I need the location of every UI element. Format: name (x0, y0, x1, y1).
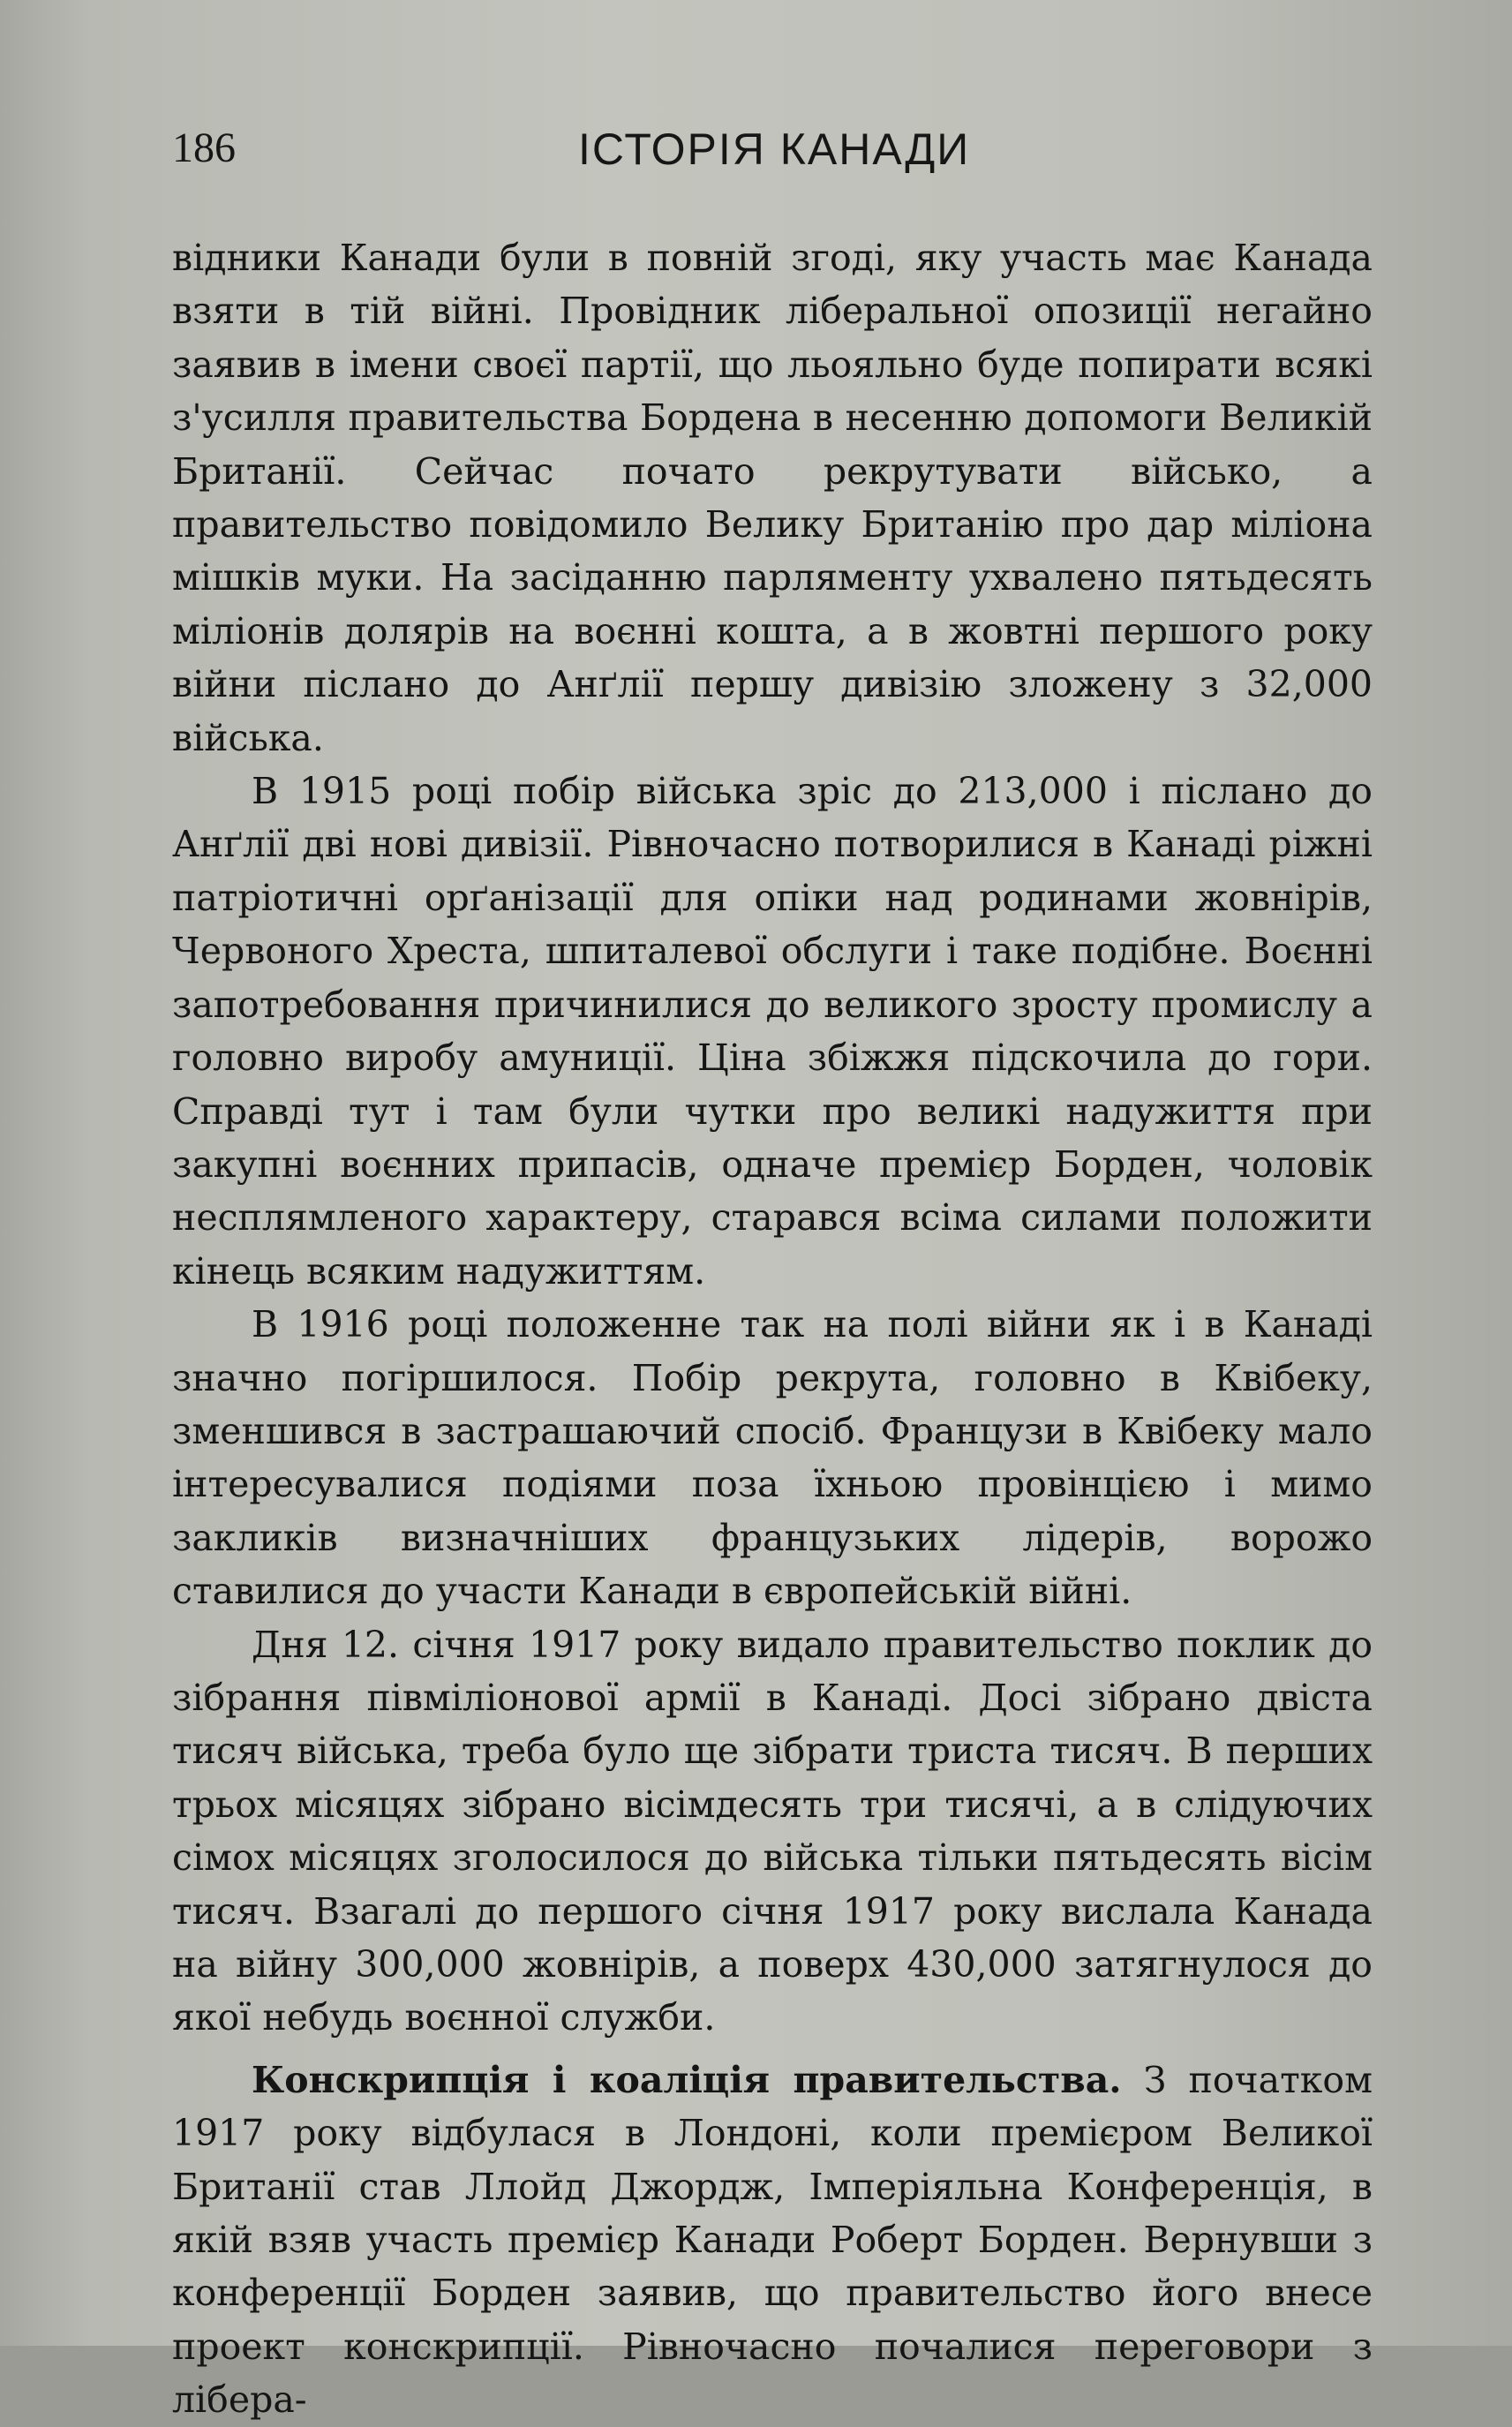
page-number: 186 (172, 124, 236, 171)
paragraph-4: Дня 12. січня 1917 року видало правительство поклик до зібрання півміліонової армії в Канаді. Досі зібрано двіста тисяч війська, треба було ще зібрати триста тисяч. В перших трьох місяцях зібрано вісімдесять три тисячі, а в слідуючих сімох місяцях зголосилося до війська тільки пятьдесять вісім тисяч. Взагалі до першого січня 1917 року вислала Канада на війну 300,000 жовнірів, а поверх 430,000 затягнулося до якої небудь воєнної служби. (172, 1623, 1373, 2039)
section-paragraph (172, 2054, 1373, 2427)
running-title: ІСТОРІЯ КАНАДИ (578, 124, 971, 174)
paragraph-2: В 1915 році побір війська зріс до 213,000 і післано до Анґлії дві нові дивізії. Рівночасно потворилися в Канаді ріжні патріотичні орґанізації для опіки над родинами жовнірів, Червоного Хреста, шпиталевої обслуги і таке подібне. Воєнні запотребовання причинилися до великого зросту промислу а головно виробу амуниції. Ціна збіжжя підскочила до гори. Справді тут і там були чутки про великі надужиття при закупні воєнних припасів, одначе премієр Борден, чоловік несплямленого характеру, старався всіма силами положити кінець всяким надужиттям. (172, 770, 1373, 1293)
section-text: З початком 1917 року відбулася в Лондоні, коли премієром Великої Британії став Ллойд Джордж, Імперіяльна Конференція, в якій взяв участь премієр Канади Роберт Борден. Вернувши з конференції Борден заявив, що правительство його внесе проект конскрипції. Рівночасно почалися переговори з лібера- (172, 2058, 1373, 2422)
paragraph-3: В 1916 році положенне так на полі війни як і в Канаді значно погіршилося. Побір рекрута, головно в Квібеку, зменшився в застрашаючий спосіб. Французи в Квібеку мало інтересувалися подіями поза їхньою провінцією і мимо закликів визначніших французьких лідерів, ворожо ставилися до участи Канади в європейській війні. (172, 1303, 1373, 1613)
section-title: Конскрипція і коаліція правительства. (252, 2058, 1122, 2101)
paragraph-1: відники Канади були в повній згоді, яку участь має Канада взяти в тій війні. Провідник ліберальної опозиції негайно заявив в імени своєї партії, що льояльно буде попирати всякі з'усилля правительства Бордена в несенню допомоги Великій Британії. Сейчас почато рекрутувати військо, а правительство повідомило Велику Британію про дар міліона мішків муки. На засіданню парляменту ухвалено пятьдесять міліонів долярів на воєнні кошта, а в жовтні першого року війни післано до Анґлії першу дивізію зложену з 32,000 війська. (172, 237, 1373, 759)
page-header (172, 124, 1373, 194)
body-text (172, 231, 1373, 2427)
